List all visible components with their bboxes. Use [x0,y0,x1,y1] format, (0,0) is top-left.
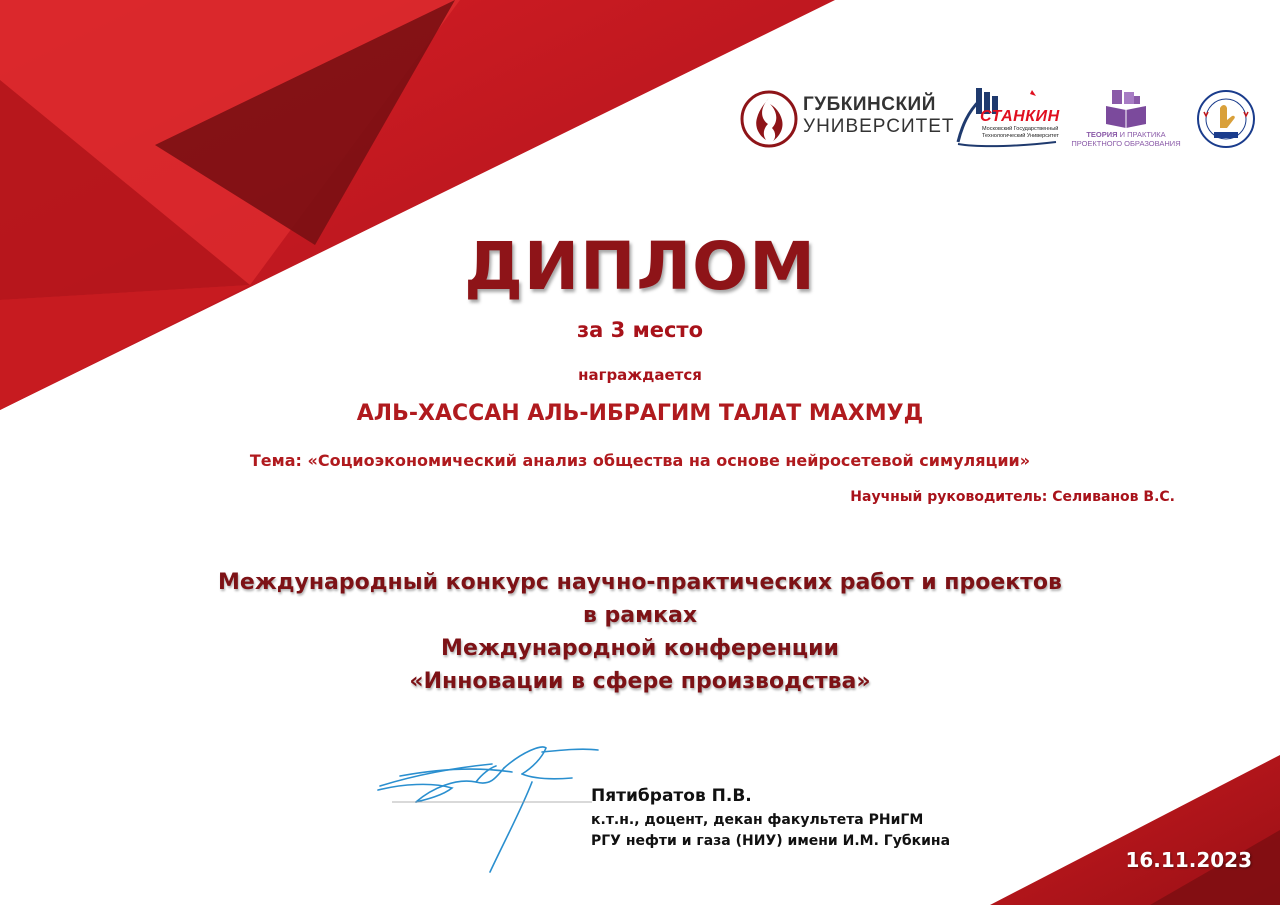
signer-block [591,786,950,852]
seal-logo [1196,86,1256,152]
gubkin-logo [740,86,955,152]
date-text: 16.11.2023 [1125,848,1252,872]
stankin-subtitle: Московский Государственный Технологический Университет [982,126,1059,139]
theory-line2: ПРОЕКТНОГО ОБРАЗОВАНИЯ [1071,139,1181,148]
place-text: за 3 место [576,318,704,342]
stankin-word: СТАНКИН [980,108,1060,125]
open-book-icon [1104,90,1148,128]
round-seal-icon [1196,86,1256,152]
theory-word-rest: И ПРАКТИКА [1117,130,1166,139]
signer-organization: РГУ нефти и газа (НИУ) имени И.М. Губкина [591,833,951,849]
contest-line: «Инновации в сфере производства» [409,669,871,694]
signature-image [372,738,602,878]
logos-row [740,86,1260,156]
contest-line: Международный конкурс научно-практических работ и проектов [218,570,1062,595]
stankin-logo [952,86,1062,152]
gubkin-line1: ГУБКИНСКИЙ [803,94,936,115]
gubkin-line2: УНИВЕРСИТЕТ [803,116,955,137]
theory-practice-text [1070,130,1182,148]
topic-text: Тема: «Социоэкономический анализ общества на основе нейросетевой симуляции» [249,451,1031,470]
contest-line: в рамках [582,603,698,628]
contest-block [0,566,1280,698]
theory-word: ТЕОРИЯ [1086,130,1118,139]
contest-line: Международной конференции [441,636,839,661]
recipient-name: АЛЬ-ХАССАН АЛЬ-ИБРАГИМ ТАЛАТ МАХМУД [356,401,924,426]
diploma-title: ДИПЛОМ [464,228,816,305]
theory-practice-logo [1070,86,1182,152]
supervisor-text: Научный руководитель: Селиванов В.С. [850,489,1175,505]
awarded-text: награждается [578,366,702,384]
signer-name: Пятибратов П.В. [591,786,752,806]
signer-position: к.т.н., доцент, декан факультета РНиГМ [591,812,924,828]
flame-emblem-icon [740,90,798,148]
